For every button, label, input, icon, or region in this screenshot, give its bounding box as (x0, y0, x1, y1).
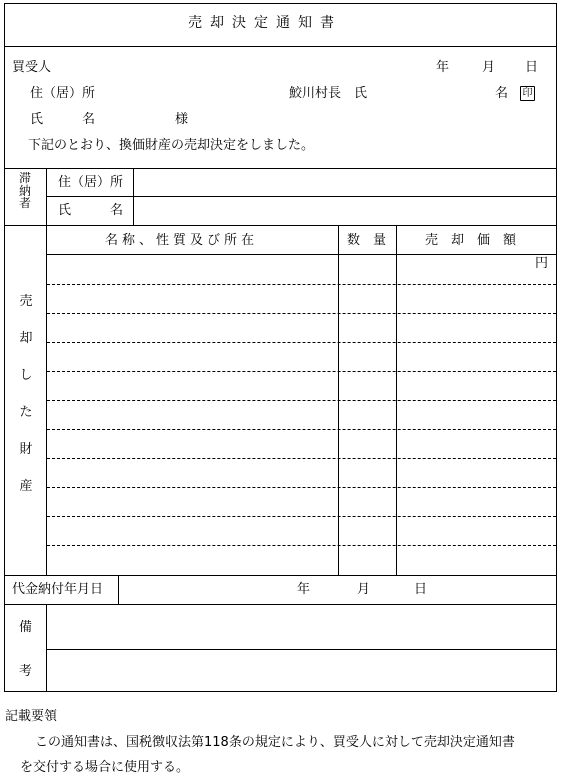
row-line (47, 545, 556, 546)
row-line (47, 371, 556, 372)
divider (4, 168, 557, 169)
col-header-price: 売 却 価 額 (425, 233, 517, 248)
divider (4, 46, 557, 47)
buyer-address-label: 住（居）所 (30, 86, 96, 101)
row-line (47, 342, 556, 343)
date-day: 日 (525, 60, 539, 75)
buyer-label: 買受人 (12, 60, 52, 75)
divider (46, 649, 557, 650)
mayor-label: 鮫川村長 氏 (289, 86, 368, 101)
payment-month: 月 (357, 582, 371, 597)
delinquent-label: 滞納者 (18, 171, 31, 211)
notes-line-2: を交付する場合に使用する。 (20, 760, 190, 775)
row-line (47, 429, 556, 430)
property-side-label: 売却した財産 (19, 294, 33, 495)
delinquent-address-label: 住（居）所 (58, 175, 124, 190)
payment-year: 年 (297, 582, 311, 597)
divider (4, 604, 557, 605)
buyer-name-label: 氏 名 (30, 112, 96, 127)
date-year: 年 (436, 60, 450, 75)
row-line (47, 313, 556, 314)
seal-mark: 印 (520, 86, 535, 101)
divider (46, 604, 47, 692)
delinquent-name-label: 氏 名 (58, 203, 124, 218)
payment-date-label: 代金納付年月日 (12, 582, 104, 597)
statement: 下記のとおり、換価財産の売却決定をしました。 (28, 138, 315, 153)
mayor-name-suffix: 名 (495, 86, 509, 101)
divider (46, 196, 557, 197)
divider (46, 254, 557, 255)
notes-heading: 記載要領 (5, 709, 58, 724)
form-title: 売却決定通知書 (188, 15, 342, 31)
yen-unit: 円 (535, 256, 549, 271)
divider (4, 225, 557, 226)
row-line (47, 458, 556, 459)
notes-line-1: この通知書は、国税徴収法第118条の規定により、買受人に対して売却決定通知書 (35, 735, 515, 750)
remarks-label-top: 備 (19, 620, 33, 635)
row-line (47, 400, 556, 401)
row-line (47, 516, 556, 517)
payment-day: 日 (414, 582, 428, 597)
divider (4, 575, 557, 576)
remarks-label-bottom: 考 (19, 664, 33, 679)
row-line (47, 487, 556, 488)
honorific-sama: 様 (175, 112, 189, 127)
col-header-quantity: 数 量 (347, 233, 387, 248)
divider (118, 575, 119, 604)
row-line (47, 284, 556, 285)
col-header-name: 名称、性質及び所在 (105, 233, 259, 248)
date-month: 月 (482, 60, 496, 75)
